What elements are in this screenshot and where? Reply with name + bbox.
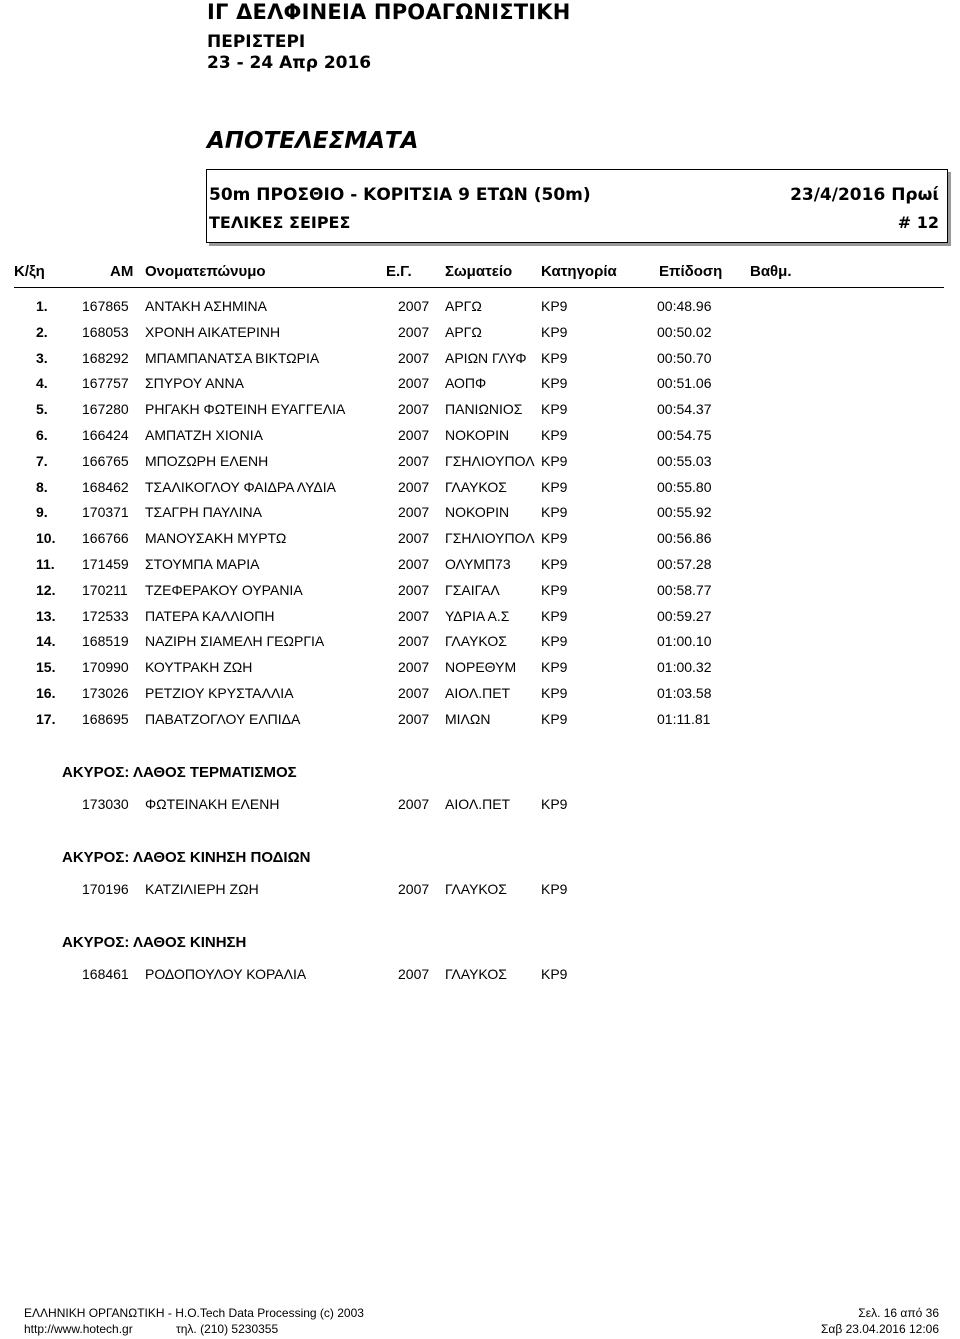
result-name: ΤΣΑΓΡΗ ΠΑΥΛΙΝΑ: [145, 504, 262, 521]
result-time: 00:48.96: [657, 298, 712, 314]
result-rank: 4.: [36, 375, 48, 392]
result-name: ΝΑΖΙΡΗ ΣΙΑΜΕΛΗ ΓΕΩΡΓΙΑ: [145, 633, 325, 650]
dq-name: ΚΑΤΖΙΛΙΕΡΗ ΖΩΗ: [145, 881, 259, 897]
event-round: ΤΕΛΙΚΕΣ ΣΕΙΡΕΣ: [209, 213, 351, 232]
result-row: [0, 530, 960, 550]
result-club: ΓΣΗΛΙΟΥΠΟΛ: [445, 530, 535, 547]
result-year: 2007: [398, 298, 430, 314]
result-rank: 12.: [36, 581, 56, 598]
result-category: ΚΡ9: [541, 530, 568, 547]
col-header-points: Βαθμ.: [750, 263, 792, 280]
result-rank: 3.: [36, 349, 48, 366]
result-time: 00:54.75: [657, 427, 712, 443]
result-name: ΤΖΕΦΕΡΑΚΟΥ ΟΥΡΑΝΙΑ: [145, 581, 303, 598]
footer-org: ΕΛΛΗΝΙΚΗ ΟΡΓΑΝΩΤΙΚΗ - Η.Ο.Tech Data Processing (c) 2003: [24, 1306, 364, 1320]
result-am: 170371: [82, 504, 129, 521]
result-club: ΝΟΡΕΘΥΜ: [445, 659, 517, 676]
result-name: ΤΣΑΛΙΚΟΓΛΟΥ ΦΑΙΔΡΑ ΛΥΔΙΑ: [145, 478, 336, 495]
result-am: 167280: [82, 401, 129, 418]
result-row: [0, 350, 960, 370]
dq-name: ΡΟΔΟΠΟΥΛΟΥ ΚΟΡΑΛΙΑ: [145, 966, 307, 982]
result-rank: 15.: [36, 659, 56, 676]
result-time: 00:59.27: [657, 607, 712, 624]
result-club: ΓΛΑΥΚΟΣ: [445, 633, 507, 650]
result-club: ΟΛΥΜΠ73: [445, 556, 511, 572]
venue: ΠΕΡΙΣΤΕΡΙ: [207, 32, 306, 52]
col-header-name: Ονοματεπώνυμο: [145, 263, 266, 280]
result-name: ΡΗΓΑΚΗ ΦΩΤΕΙΝΗ ΕΥΑΓΓΕΛΙΑ: [145, 401, 346, 418]
result-rank: 17.: [36, 710, 56, 727]
result-rank: 5.: [36, 401, 48, 418]
event-number: # 12: [897, 213, 939, 232]
result-rank: 7.: [36, 452, 48, 469]
result-category: ΚΡ9: [541, 298, 568, 314]
result-club: ΑΙΟΛ.ΠΕΤ: [445, 685, 511, 701]
result-category: ΚΡ9: [541, 323, 568, 340]
result-club: ΑΡΓΩ: [445, 323, 482, 340]
result-year: 2007: [398, 452, 430, 469]
result-category: ΚΡ9: [541, 607, 568, 624]
result-year: 2007: [398, 556, 430, 572]
result-name: ΑΜΠΑΤΖΗ ΧΙΟΝΙΑ: [145, 427, 263, 443]
result-year: 2007: [398, 659, 430, 676]
result-club: ΑΟΠΦ: [445, 375, 487, 392]
result-name: ΜΠΑΜΠΑΝΑΤΣΑ ΒΙΚΤΩΡΙΑ: [145, 349, 320, 366]
result-row: [0, 375, 960, 395]
result-rank: 11.: [36, 556, 55, 572]
dq-row: [0, 796, 960, 816]
dq-name: ΦΩΤΕΙΝΑΚΗ ΕΛΕΝΗ: [145, 796, 280, 812]
result-club: ΝΟΚΟΡΙΝ: [445, 504, 510, 521]
result-rank: 14.: [36, 633, 56, 650]
result-time: 00:57.28: [657, 556, 712, 572]
event-name: 50m ΠΡΟΣΘΙΟ - ΚΟΡΙΤΣΙΑ 9 ΕΤΩΝ (50m): [209, 185, 591, 205]
result-time: 00:55.80: [657, 478, 712, 495]
footer-website: http://www.hotech.gr: [24, 1322, 133, 1336]
result-category: ΚΡ9: [541, 633, 568, 650]
dq-row: [0, 881, 960, 901]
result-category: ΚΡ9: [541, 504, 568, 521]
footer-phone: τηλ. (210) 5230355: [176, 1322, 279, 1336]
dq-club: ΑΙΟΛ.ΠΕΤ: [445, 796, 511, 812]
section-title: ΑΠΟΤΕΛΕΣΜΑΤΑ: [207, 128, 419, 154]
dq-year: 2007: [398, 966, 430, 982]
result-year: 2007: [398, 427, 430, 443]
meet-title: ΙΓ ΔΕΛΦΙΝΕΙΑ ΠΡΟΑΓΩΝΙΣΤΙΚΗ: [207, 0, 571, 24]
footer-timestamp: Σαβ 23.04.2016 12:06: [820, 1322, 939, 1336]
result-club: ΥΔΡΙΑ Α.Σ: [445, 607, 510, 624]
result-rank: 16.: [36, 685, 56, 701]
result-year: 2007: [398, 530, 430, 547]
result-row: [0, 453, 960, 473]
result-category: ΚΡ9: [541, 452, 568, 469]
result-am: 168053: [82, 323, 129, 340]
result-name: ΚΟΥΤΡΑΚΗ ΖΩΗ: [145, 659, 253, 676]
result-category: ΚΡ9: [541, 556, 568, 572]
result-rank: 13.: [36, 607, 56, 624]
result-time: 00:56.86: [657, 530, 712, 547]
result-time: 01:03.58: [657, 685, 712, 701]
result-am: 168462: [82, 478, 129, 495]
result-year: 2007: [398, 323, 430, 340]
result-year: 2007: [398, 349, 430, 366]
result-am: 166424: [82, 427, 129, 443]
result-name: ΣΠΥΡΟΥ ΑΝΝΑ: [145, 375, 244, 392]
dq-category: ΚΡ9: [541, 796, 568, 812]
result-category: ΚΡ9: [541, 375, 568, 392]
result-time: 00:55.92: [657, 504, 712, 521]
dq-reason: ΑΚΥΡΟΣ: ΛΑΘΟΣ ΚΙΝΗΣΗ: [62, 934, 247, 951]
footer-page: Σελ. 16 από 36: [858, 1306, 939, 1320]
result-rank: 9.: [36, 504, 48, 521]
result-am: 170211: [82, 581, 128, 598]
result-row: [0, 556, 960, 576]
result-name: ΣΤΟΥΜΠΑ ΜΑΡΙΑ: [145, 556, 260, 572]
result-am: 170990: [82, 659, 129, 676]
result-category: ΚΡ9: [541, 427, 568, 443]
dq-club: ΓΛΑΥΚΟΣ: [445, 966, 507, 982]
result-time: 00:50.70: [657, 349, 712, 366]
col-header-year: Ε.Γ.: [386, 263, 412, 280]
result-am: 166766: [82, 530, 129, 547]
result-club: ΠΑΝΙΩΝΙΟΣ: [445, 401, 523, 418]
result-rank: 2.: [36, 323, 48, 340]
result-rank: 10.: [36, 530, 56, 547]
result-am: 171459: [82, 556, 129, 572]
col-header-am: ΑΜ: [110, 263, 134, 280]
dq-reason: ΑΚΥΡΟΣ: ΛΑΘΟΣ ΚΙΝΗΣΗ ΠΟΔΙΩΝ: [62, 849, 311, 866]
result-time: 00:55.03: [657, 452, 712, 469]
result-category: ΚΡ9: [541, 401, 568, 418]
result-club: ΓΣΗΛΙΟΥΠΟΛ: [445, 452, 535, 469]
col-header-club: Σωματείο: [445, 263, 513, 280]
result-row: [0, 633, 960, 653]
dq-year: 2007: [398, 796, 430, 812]
result-am: 167865: [82, 298, 129, 314]
result-row: [0, 685, 960, 705]
col-header-performance: Επίδοση: [659, 263, 723, 280]
result-year: 2007: [398, 607, 430, 624]
result-name: ΧΡΟΝΗ ΑΙΚΑΤΕΡΙΝΗ: [145, 323, 281, 340]
result-category: ΚΡ9: [541, 659, 568, 676]
result-name: ΑΝΤΑΚΗ ΑΣΗΜΙΝΑ: [145, 298, 267, 314]
result-time: 00:51.06: [657, 375, 712, 392]
result-row: [0, 608, 960, 628]
meet-dates: 23 - 24 Απρ 2016: [207, 53, 372, 73]
dq-category: ΚΡ9: [541, 966, 568, 982]
result-club: ΜΙΛΩΝ: [445, 710, 491, 727]
result-year: 2007: [398, 633, 430, 650]
result-category: ΚΡ9: [541, 710, 568, 727]
result-category: ΚΡ9: [541, 349, 568, 366]
result-time: 01:00.10: [657, 633, 712, 650]
col-header-rank: Κ/ξη: [14, 263, 45, 280]
result-time: 00:58.77: [657, 581, 712, 598]
result-time: 00:54.37: [657, 401, 712, 418]
dq-am: 173030: [82, 796, 129, 812]
result-am: 168695: [82, 710, 129, 727]
result-row: [0, 711, 960, 731]
result-row: [0, 582, 960, 602]
dq-reason: ΑΚΥΡΟΣ: ΛΑΘΟΣ ΤΕΡΜΑΤΙΣΜΟΣ: [62, 764, 297, 781]
result-year: 2007: [398, 710, 430, 727]
result-row: [0, 324, 960, 344]
event-date: 23/4/2016 Πρωί: [790, 185, 939, 205]
event-box: [206, 169, 948, 243]
result-am: 173026: [82, 685, 129, 701]
header-rule: [14, 287, 944, 288]
dq-club: ΓΛΑΥΚΟΣ: [445, 881, 507, 897]
result-am: 172533: [82, 607, 129, 624]
result-year: 2007: [398, 504, 430, 521]
result-year: 2007: [398, 401, 430, 418]
result-time: 00:50.02: [657, 323, 712, 340]
result-rank: 8.: [36, 478, 48, 495]
result-rank: 6.: [36, 427, 48, 443]
result-am: 167757: [82, 375, 129, 392]
result-row: [0, 479, 960, 499]
dq-am: 168461: [82, 966, 129, 982]
result-row: [0, 298, 960, 318]
result-year: 2007: [398, 685, 430, 701]
result-category: ΚΡ9: [541, 478, 568, 495]
result-club: ΓΛΑΥΚΟΣ: [445, 478, 507, 495]
result-name: ΜΑΝΟΥΣΑΚΗ ΜΥΡΤΩ: [145, 530, 287, 547]
result-name: ΜΠΟΖΩΡΗ ΕΛΕΝΗ: [145, 452, 269, 469]
result-row: [0, 427, 960, 447]
result-category: ΚΡ9: [541, 581, 568, 598]
result-rank: 1.: [36, 298, 48, 314]
result-time: 01:00.32: [657, 659, 712, 676]
dq-year: 2007: [398, 881, 430, 897]
result-year: 2007: [398, 478, 430, 495]
result-row: [0, 401, 960, 421]
result-club: ΝΟΚΟΡΙΝ: [445, 427, 510, 443]
dq-am: 170196: [82, 881, 129, 897]
dq-row: [0, 966, 960, 986]
result-time: 01:11.81: [657, 710, 711, 727]
result-club: ΓΣΑΙΓΑΛ: [445, 581, 500, 598]
col-header-category: Κατηγορία: [541, 263, 617, 280]
result-club: ΑΡΙΩΝ ΓΛΥΦ: [445, 349, 527, 366]
result-am: 168519: [82, 633, 129, 650]
result-year: 2007: [398, 581, 430, 598]
result-name: ΠΑΤΕΡΑ ΚΑΛΛΙΟΠΗ: [145, 607, 275, 624]
result-row: [0, 659, 960, 679]
result-am: 168292: [82, 349, 129, 366]
result-am: 166765: [82, 452, 129, 469]
result-name: ΡΕΤΖΙΟΥ ΚΡΥΣΤΑΛΛΙΑ: [145, 685, 294, 701]
dq-category: ΚΡ9: [541, 881, 568, 897]
result-name: ΠΑΒΑΤΖΟΓΛΟΥ ΕΛΠΙΔΑ: [145, 710, 301, 727]
result-year: 2007: [398, 375, 430, 392]
result-row: [0, 504, 960, 524]
result-club: ΑΡΓΩ: [445, 298, 482, 314]
result-category: ΚΡ9: [541, 685, 568, 701]
